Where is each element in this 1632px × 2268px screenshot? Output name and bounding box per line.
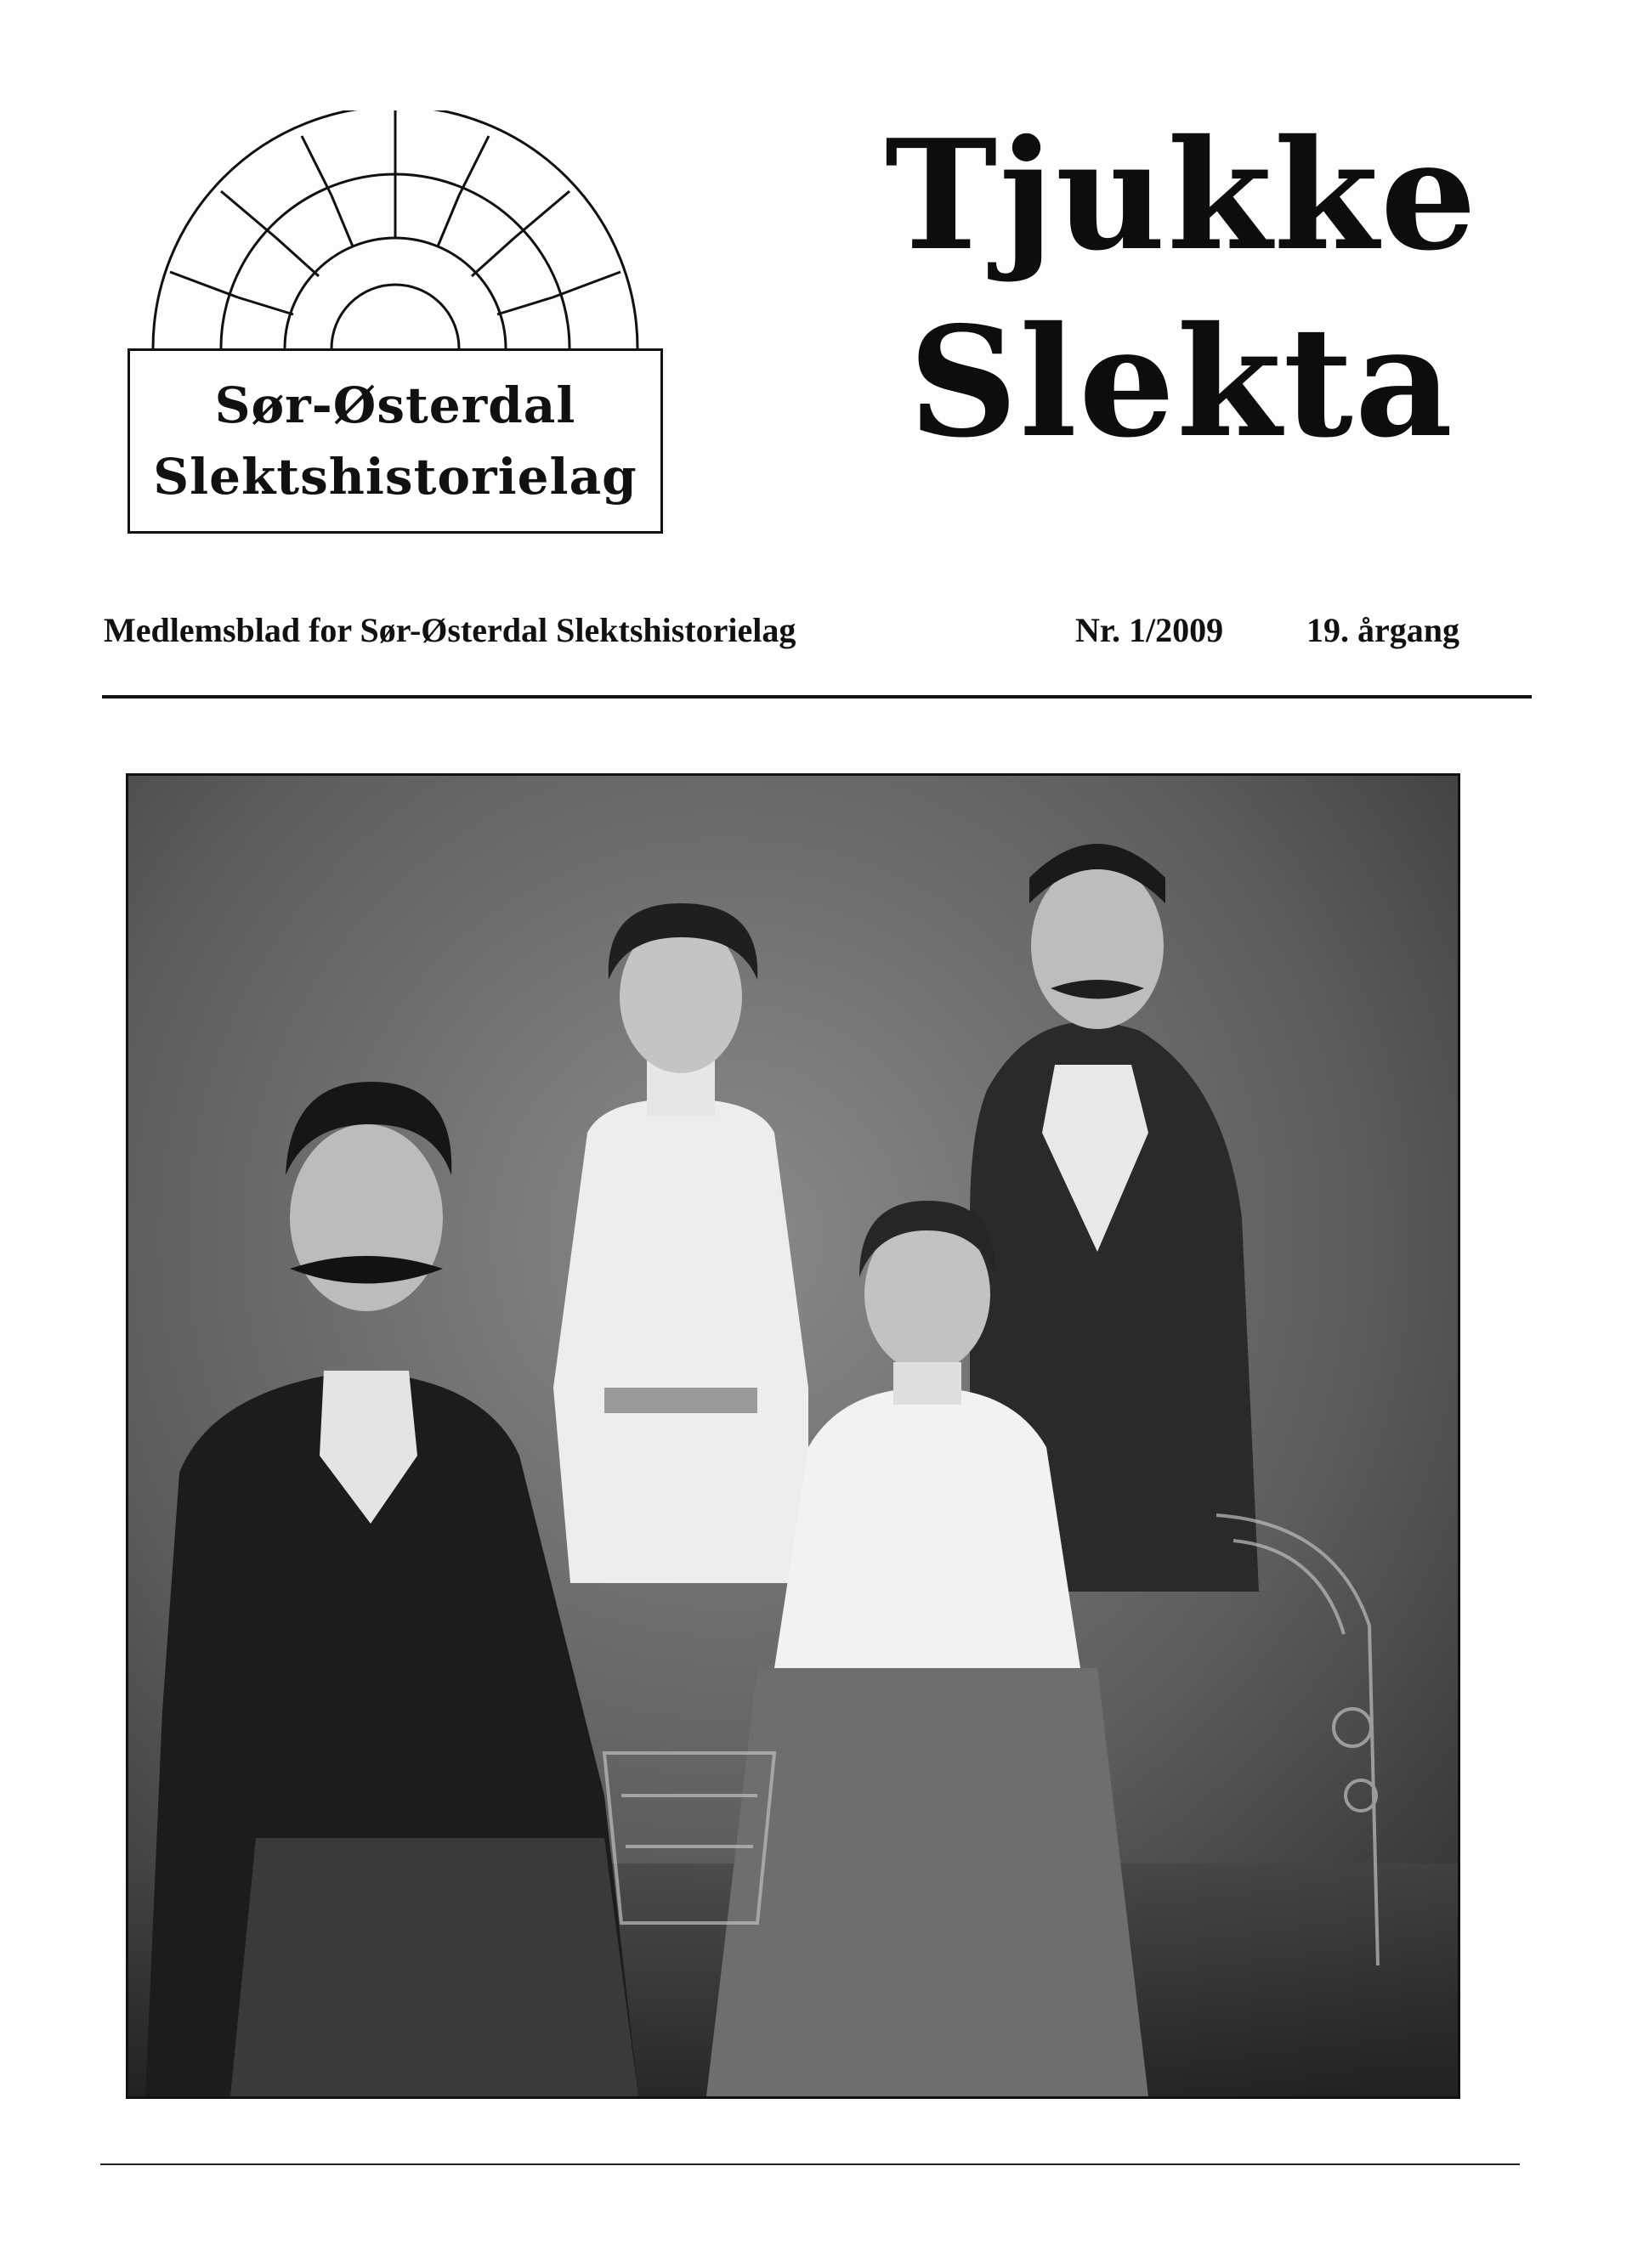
volume-number: 19. årgang bbox=[1306, 611, 1459, 649]
society-logo bbox=[128, 110, 663, 531]
top-divider bbox=[102, 695, 1532, 698]
subtitle: Medlemsblad for Sør-Østerdal Slektshistorielag bbox=[104, 611, 796, 649]
masthead-info bbox=[104, 610, 1481, 661]
logo-nameplate bbox=[128, 348, 663, 534]
arch-window-emblem bbox=[128, 110, 663, 348]
magazine-title bbox=[884, 102, 1479, 476]
issue-number: Nr. 1/2009 bbox=[1075, 611, 1224, 649]
logo-line-1: Sør-Østerdal bbox=[214, 376, 576, 434]
cover-photo bbox=[126, 773, 1460, 2099]
bottom-divider bbox=[100, 2163, 1520, 2165]
title-line-1: Tjukke bbox=[884, 106, 1479, 284]
family-portrait-illustration bbox=[128, 776, 1458, 2096]
title-line-2: Slekta bbox=[908, 293, 1455, 471]
logo-line-2: Slektshistorielag bbox=[153, 448, 638, 506]
